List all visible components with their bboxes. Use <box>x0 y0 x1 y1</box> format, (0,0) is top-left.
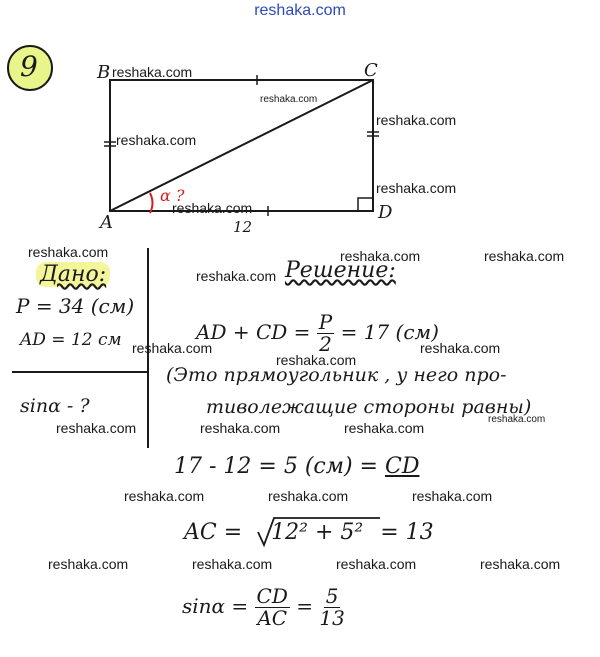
watermark: reshaka.com <box>488 414 546 425</box>
vertex-d: D <box>378 202 393 223</box>
given-ad: AD = 12 см <box>20 330 122 350</box>
cd-result: CD <box>384 454 420 479</box>
sin-fraction-1 <box>255 586 290 629</box>
vertex-b: B <box>97 62 111 83</box>
watermark: reshaka.com <box>124 488 205 504</box>
find-sin-alpha: sinα - ? <box>20 395 90 417</box>
watermark: reshaka.com <box>336 556 417 572</box>
watermark: reshaka.com <box>484 248 565 264</box>
watermark: reshaka.com <box>260 94 318 105</box>
ac-left: AC = <box>184 520 243 545</box>
sin-numerator-1: CD <box>256 584 288 608</box>
watermark: reshaka.com <box>200 420 281 436</box>
note-line-1: (Это прямоугольник , у него про- <box>166 364 507 386</box>
watermark: reshaka.com <box>48 556 129 572</box>
watermark: reshaka.com <box>112 64 193 80</box>
half-perimeter-left: AD + CD = <box>196 320 311 344</box>
sin-denominator-1: AC <box>257 606 288 630</box>
right-angle-mark <box>358 198 373 211</box>
half-perimeter-right: = 17 (см) <box>340 320 439 344</box>
sin-numerator-2: 5 <box>325 584 339 608</box>
ac-root-expression: 12² + 5² <box>271 520 364 545</box>
note-line-2: тиволежащие стороны равны) <box>206 396 532 418</box>
watermark: reshaka.com <box>480 556 561 572</box>
half-perimeter-denominator: 2 <box>319 332 332 356</box>
watermark: reshaka.com <box>376 112 457 128</box>
watermark: reshaka.com <box>340 248 421 264</box>
sin-left: sinα = <box>182 594 249 618</box>
given-heading: Дано: <box>36 262 110 287</box>
watermark: reshaka.com <box>420 340 501 356</box>
task-number: 9 <box>20 50 38 83</box>
sin-denominator-2: 13 <box>319 606 345 630</box>
watermark: reshaka.com <box>196 268 277 284</box>
ac-calculation <box>184 520 434 545</box>
cd-calculation <box>174 454 419 479</box>
given-perimeter: P = 34 (см) <box>16 294 135 318</box>
watermark: reshaka.com <box>412 488 493 504</box>
watermark: reshaka.com <box>376 180 457 196</box>
watermark: reshaka.com <box>56 420 137 436</box>
solution-heading: Решение: <box>285 258 396 283</box>
given-heading-wrap <box>36 262 110 287</box>
half-perimeter-line <box>196 312 439 355</box>
site-header-link[interactable]: reshaka.com <box>254 2 346 19</box>
half-perimeter-numerator: P <box>318 310 333 334</box>
watermark: reshaka.com <box>132 340 213 356</box>
watermark: reshaka.com <box>192 556 273 572</box>
vertex-a: A <box>100 212 113 233</box>
sin-fraction-2 <box>319 586 344 629</box>
watermark: reshaka.com <box>28 244 109 260</box>
vertex-c: C <box>364 60 378 81</box>
side-ad-length: 12 <box>233 218 253 236</box>
cd-calc-text: 17 - 12 = 5 (см) = <box>174 454 378 479</box>
half-perimeter-fraction <box>317 312 334 355</box>
watermark: reshaka.com <box>172 200 253 216</box>
angle-arc <box>150 193 153 213</box>
watermark: reshaka.com <box>276 352 357 368</box>
angle-alpha-label: α ? <box>160 186 185 205</box>
watermark: reshaka.com <box>116 132 197 148</box>
sin-alpha-formula: sinα = $\frac{CD}{AC}$ = $\frac{5}{13}$ <box>182 584 345 630</box>
watermark: reshaka.com <box>268 488 349 504</box>
watermark: reshaka.com <box>344 420 425 436</box>
ac-right: = 13 <box>380 520 434 545</box>
